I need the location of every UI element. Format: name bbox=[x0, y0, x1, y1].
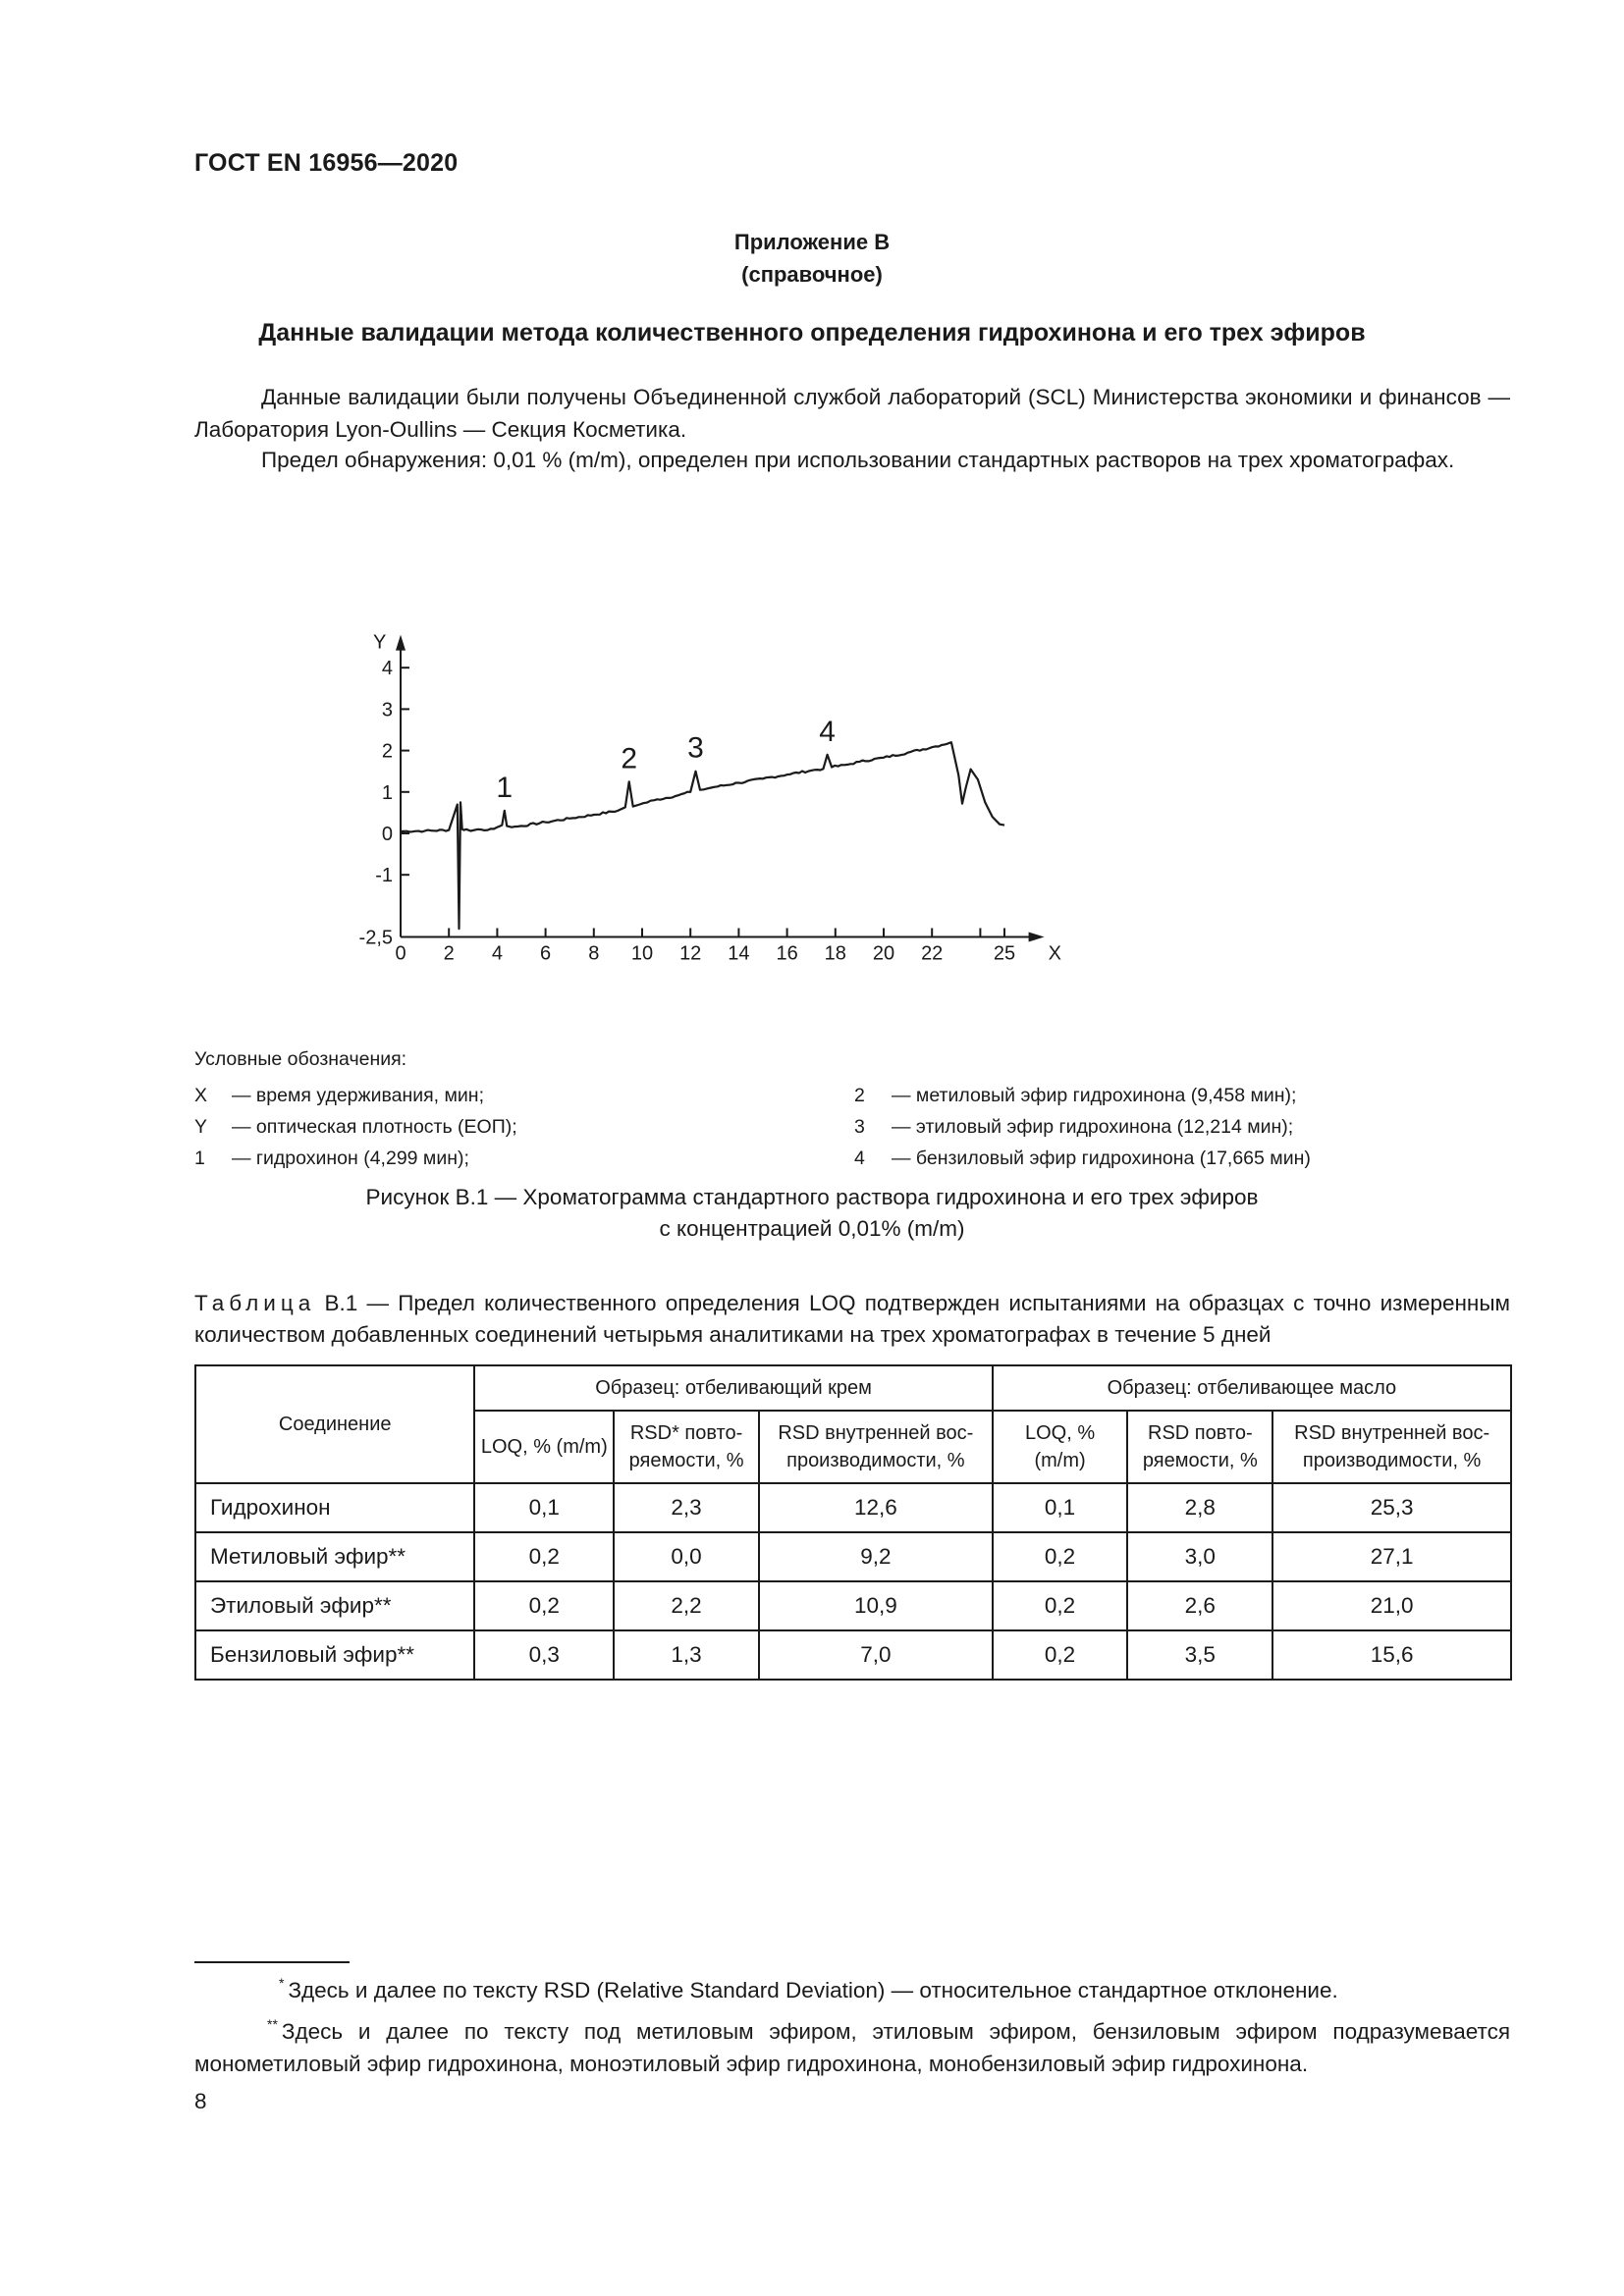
x-tick-label: 22 bbox=[921, 942, 944, 965]
row-compound-name: Бензиловый эфир** bbox=[195, 1630, 474, 1680]
table-row bbox=[195, 1581, 1511, 1630]
peak-label-2: 2 bbox=[621, 742, 638, 775]
legend-text: — бензиловый эфир гидрохинона (17,665 мин) bbox=[892, 1148, 1311, 1169]
footnote-rsd bbox=[194, 1967, 1510, 2006]
chart-labels bbox=[496, 716, 835, 804]
legend-key: 3 bbox=[854, 1116, 865, 1138]
cell-value: 2,3 bbox=[614, 1483, 759, 1532]
footnote-mark: * bbox=[279, 1975, 285, 1991]
annex-title: Приложение В bbox=[733, 230, 891, 254]
table-header-row-groups bbox=[195, 1365, 1511, 1411]
cell-value: 0,1 bbox=[474, 1483, 614, 1532]
cell-value: 0,2 bbox=[474, 1581, 614, 1630]
chromatogram-line bbox=[401, 742, 1004, 929]
cell-value: 0,0 bbox=[614, 1532, 759, 1581]
x-tick-label: 2 bbox=[443, 942, 455, 965]
x-tick-label: 0 bbox=[395, 942, 406, 965]
section-title: Данные валидации метода количественного определения гидрохинона и его трех эфиров bbox=[258, 319, 1366, 347]
chart-series bbox=[401, 742, 1004, 929]
cell-value: 27,1 bbox=[1272, 1532, 1511, 1581]
footnote-ethers bbox=[194, 2008, 1510, 2080]
legend-key: Y bbox=[194, 1116, 208, 1138]
cell-value: 0,1 bbox=[993, 1483, 1128, 1532]
chart-axes bbox=[359, 632, 1061, 965]
cell-value: 0,2 bbox=[993, 1532, 1128, 1581]
cell-value: 9,2 bbox=[759, 1532, 993, 1581]
header-cream-loq: LOQ, % (m/m) bbox=[474, 1411, 614, 1483]
cell-value: 21,0 bbox=[1272, 1581, 1511, 1630]
y-tick-label: -2,5 bbox=[358, 927, 393, 949]
legend-right-column bbox=[854, 1080, 1311, 1174]
cell-value: 0,2 bbox=[474, 1532, 614, 1581]
row-compound-name: Метиловый эфир** bbox=[195, 1532, 474, 1581]
annex-heading bbox=[0, 226, 1624, 291]
footnote-divider bbox=[194, 1961, 350, 1963]
legend-key: 1 bbox=[194, 1148, 205, 1169]
legend-key: 4 bbox=[854, 1148, 865, 1169]
loq-table bbox=[194, 1364, 1512, 1681]
table-row bbox=[195, 1532, 1511, 1581]
legend-key: X bbox=[194, 1085, 208, 1106]
legend-text: — гидрохинон (4,299 мин); bbox=[232, 1148, 469, 1169]
y-tick-label: 0 bbox=[381, 824, 393, 845]
cell-value: 0,2 bbox=[993, 1581, 1128, 1630]
legend-text: — этиловый эфир гидрохинона (12,214 мин); bbox=[892, 1116, 1294, 1138]
table-label: Таблица bbox=[194, 1291, 316, 1315]
x-tick-label: 14 bbox=[728, 942, 750, 965]
footnote-mark: ** bbox=[267, 2016, 278, 2032]
cell-value: 2,2 bbox=[614, 1581, 759, 1630]
header-oil-rsd-reproducibility: RSD внутренней вос-производимости, % bbox=[1272, 1411, 1511, 1483]
y-tick-label: 1 bbox=[381, 781, 393, 804]
table-row bbox=[195, 1483, 1511, 1532]
chromatogram-chart bbox=[334, 525, 1375, 1031]
y-tick-label: 4 bbox=[381, 658, 393, 680]
row-compound-name: Гидрохинон bbox=[195, 1483, 474, 1532]
legend-item-1 bbox=[194, 1143, 517, 1174]
x-tick-label: 25 bbox=[993, 942, 1016, 965]
paragraph-text: Данные валидации были получены Объединенной службой лабораторий (SCL) Министерства экономики и финансов — Лаборатория Lyon-Oullins — Секция Косметика. bbox=[194, 385, 1510, 442]
x-tick-label: 16 bbox=[776, 942, 798, 965]
y-tick-label: 2 bbox=[381, 740, 393, 763]
y-tick-label: -1 bbox=[375, 865, 393, 887]
row-compound-name: Этиловый эфир** bbox=[195, 1581, 474, 1630]
legend-item-4 bbox=[854, 1143, 1311, 1174]
legend-item-3 bbox=[854, 1111, 1311, 1143]
y-tick-label: 3 bbox=[381, 699, 393, 721]
document-code: ГОСТ EN 16956—2020 bbox=[194, 149, 459, 177]
chromatogram-svg bbox=[334, 525, 1375, 1031]
page-number: 8 bbox=[194, 2089, 207, 2113]
legend-left-column bbox=[194, 1080, 517, 1174]
x-tick-label: 4 bbox=[491, 942, 503, 965]
table-row bbox=[195, 1630, 1511, 1680]
legend-text: — оптическая плотность (ЕОП); bbox=[232, 1116, 517, 1138]
cell-value: 1,3 bbox=[614, 1630, 759, 1680]
legend-key: 2 bbox=[854, 1085, 865, 1106]
cell-value: 15,6 bbox=[1272, 1630, 1511, 1680]
paragraph-detection-limit bbox=[194, 444, 1510, 476]
footnote-text: Здесь и далее по тексту RSD (Relative Standard Deviation) — относительное стандартное отклонение. bbox=[288, 1978, 1338, 2002]
x-axis-arrow-icon bbox=[1029, 933, 1045, 942]
legend-item-x bbox=[194, 1080, 517, 1111]
cell-value: 12,6 bbox=[759, 1483, 993, 1532]
header-cream-rsd-reproducibility: RSD внутренней вос-производимости, % bbox=[759, 1411, 993, 1483]
x-tick-label: 20 bbox=[872, 942, 895, 965]
y-axis-arrow-icon bbox=[396, 635, 406, 651]
figure-caption-line1: Рисунок В.1 — Хроматограмма стандартного раствора гидрохинона и его трех эфиров bbox=[365, 1185, 1259, 1209]
x-tick-label: 6 bbox=[540, 942, 552, 965]
paragraph-validation-source bbox=[194, 381, 1510, 446]
cell-value: 25,3 bbox=[1272, 1483, 1511, 1532]
y-axis-label: Y bbox=[373, 631, 387, 654]
legend-item-2 bbox=[854, 1080, 1311, 1111]
cell-value: 3,0 bbox=[1127, 1532, 1272, 1581]
table-title bbox=[194, 1288, 1510, 1351]
header-compound: Соединение bbox=[195, 1365, 474, 1483]
x-tick-label: 10 bbox=[630, 942, 654, 965]
header-oil-loq: LOQ, % (m/m) bbox=[993, 1411, 1128, 1483]
table-title-text: В.1 — Предел количественного определения LOQ подтвержден испытаниями на образцах с точно измеренным количеством добавленных соединений четырьмя аналитиками на трех хроматографах в течение 5 дней bbox=[194, 1291, 1510, 1347]
footnote-text: Здесь и далее по тексту под метиловым эфиром, этиловым эфиром, бензиловым эфиром подразумевается монометиловый эфир гидрохинона, моноэтиловый эфир гидрохинона, монобензиловый эфир гидрохинона. bbox=[194, 2019, 1510, 2076]
header-oil-rsd-repeatability: RSD повто-ряемости, % bbox=[1127, 1411, 1272, 1483]
x-tick-label: 8 bbox=[588, 942, 600, 965]
legend-item-y bbox=[194, 1111, 517, 1143]
paragraph-text: Предел обнаружения: 0,01 % (m/m), определен при использовании стандартных растворов на трех хроматографах. bbox=[261, 448, 1455, 472]
cell-value: 0,2 bbox=[993, 1630, 1128, 1680]
x-tick-label: 12 bbox=[679, 942, 702, 965]
annex-subtitle: (справочное) bbox=[741, 262, 883, 287]
figure-caption-line2: с концентрацией 0,01% (m/m) bbox=[659, 1216, 965, 1241]
cell-value: 2,6 bbox=[1127, 1581, 1272, 1630]
cell-value: 3,5 bbox=[1127, 1630, 1272, 1680]
cell-value: 2,8 bbox=[1127, 1483, 1272, 1532]
header-group-cream: Образец: отбеливающий крем bbox=[474, 1365, 992, 1411]
cell-value: 7,0 bbox=[759, 1630, 993, 1680]
header-group-oil: Образец: отбеливающее масло bbox=[993, 1365, 1511, 1411]
peak-label-1: 1 bbox=[496, 771, 514, 804]
legend-text: — время удерживания, мин; bbox=[232, 1085, 484, 1106]
peak-label-4: 4 bbox=[819, 715, 836, 748]
x-tick-label: 18 bbox=[824, 942, 846, 965]
peak-label-3: 3 bbox=[687, 731, 704, 765]
cell-value: 0,3 bbox=[474, 1630, 614, 1680]
header-cream-rsd-repeatability: RSD* повто-ряемости, % bbox=[614, 1411, 759, 1483]
legend-text: — метиловый эфир гидрохинона (9,458 мин); bbox=[892, 1085, 1297, 1106]
figure-caption bbox=[0, 1182, 1624, 1245]
legend-title: Условные обозначения: bbox=[194, 1048, 407, 1070]
cell-value: 10,9 bbox=[759, 1581, 993, 1630]
x-axis-label: X bbox=[1048, 942, 1061, 965]
